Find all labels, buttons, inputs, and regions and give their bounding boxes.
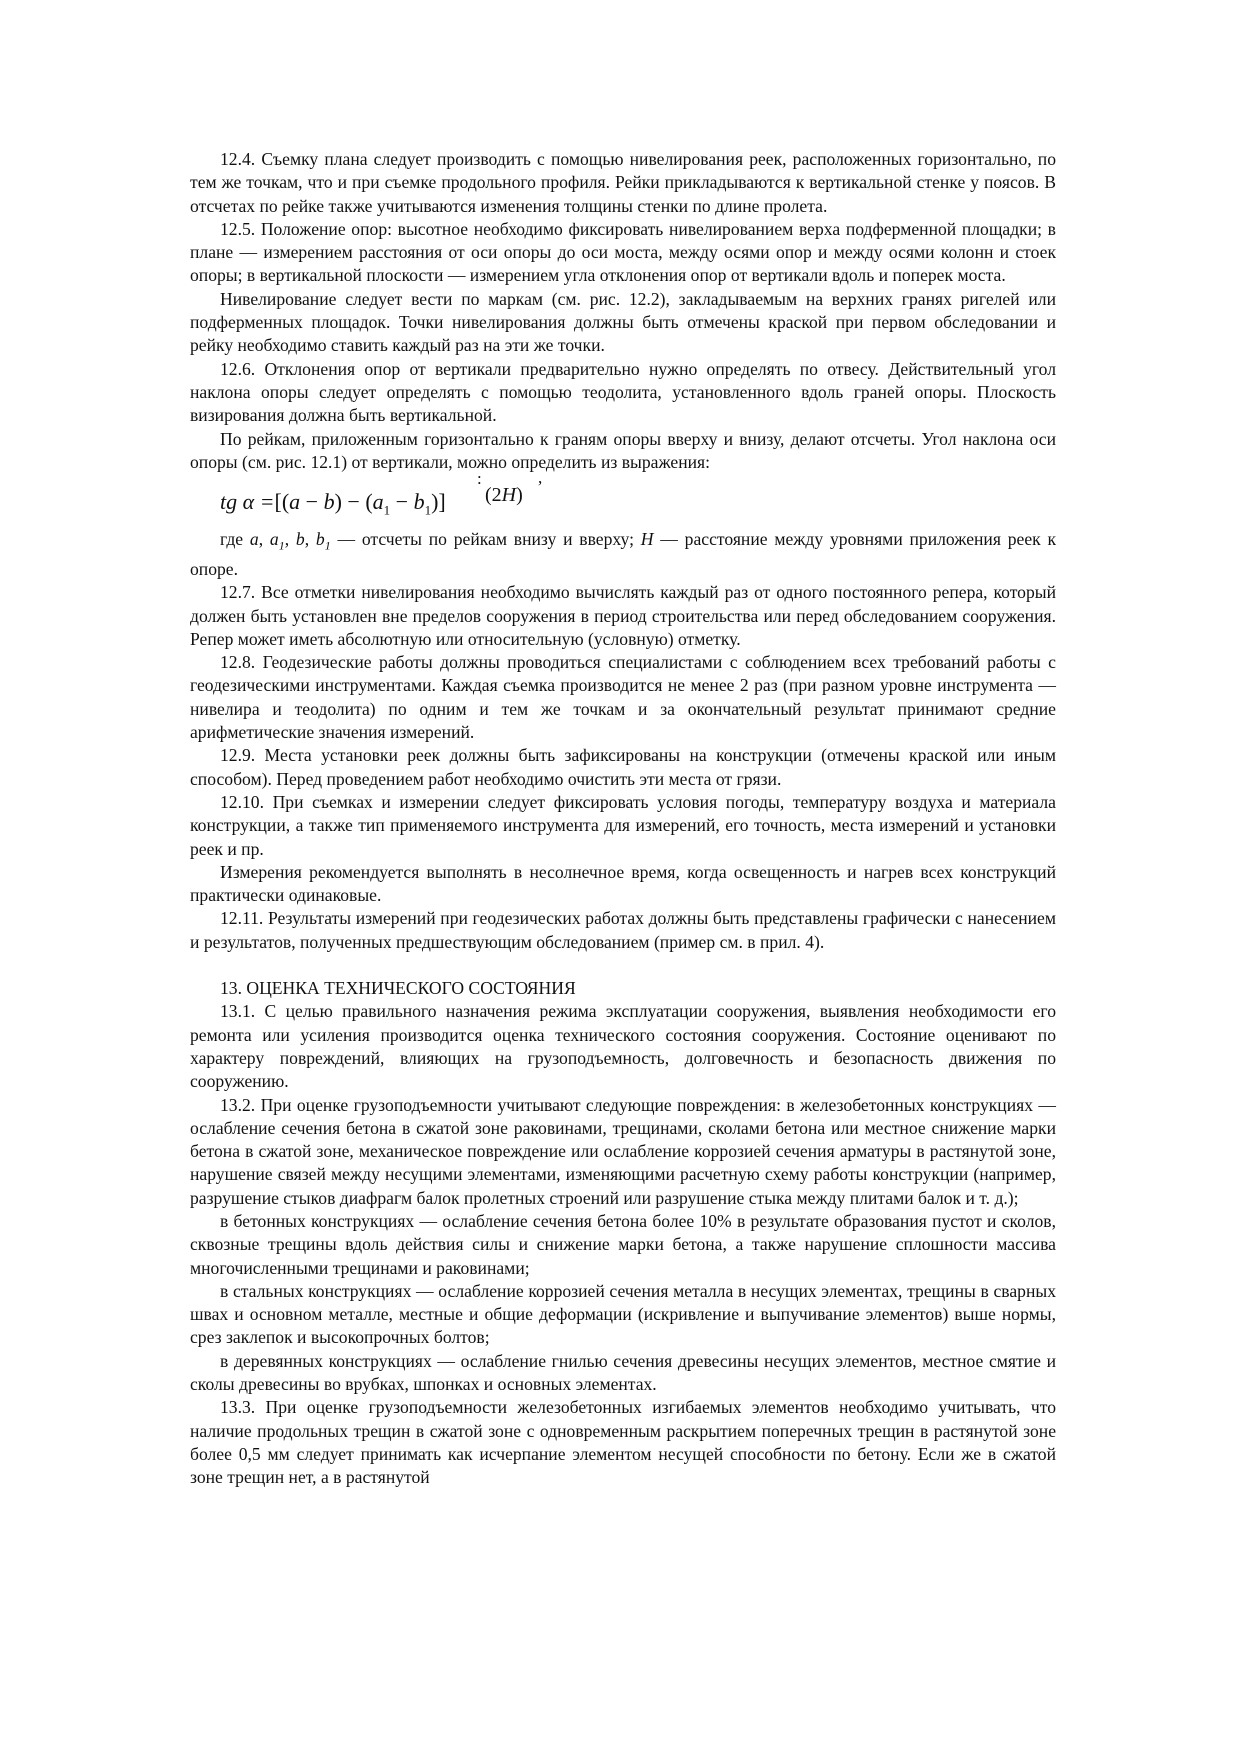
formula-mid: ) − ( xyxy=(334,489,373,515)
paragraph-concrete: в бетонных конструкциях — ослабление сечения бетона более 10% в результате образования пустот и сколов, сквозные трещины вдоль действия силы и снижение марки бетона, а также нарушение сплошности массива многочисленными трещинами и раковинами; xyxy=(190,1210,1056,1278)
paragraph-leveling: Нивелирование следует вести по маркам (см. рис. 12.2), закладываемым на верхних гранях ригелей или подферменных площадок. Точки нивелирования должны быть отмечены краской при первом обследовании и рейку необходимо ставить каждый раз на эти же точки. xyxy=(190,288,1056,356)
formula-minus-1: − xyxy=(300,489,324,515)
formula-b1: b xyxy=(413,489,425,515)
paragraph-12-4: 12.4. Съемку плана следует производить с помощью нивелирования реек, расположенных горизонтально, по тем же точкам, что и при съемке продольного профиля. Рейки прикладываются к вертикальной стенке у поясов. В отсчетах по рейке также учитываются изменения толщины стенки по длине пролета. xyxy=(190,149,1056,216)
paragraph-13-3: 13.3. При оценке грузоподъемности железобетонных изгибаемых элементов необходимо учитывать, что наличие продольных трещин в сжатой зоне с одновременным раскрытием поперечных трещин в растянутой зоне более 0,5 мм следует принимать как исчерпание элементом несущей способности по бетону. Если же в сжатой зоне трещин нет, а в растянутой xyxy=(190,1397,1056,1488)
formula-open: [( xyxy=(274,489,290,515)
where-text-1: — отсчеты по рейкам внизу и вверху; xyxy=(330,529,641,550)
paragraph-13-2: 13.2. При оценке грузоподъемности учитывают следующие повреждения: в железобетонных конструкциях — ослабление сечения бетона в сжатой зоне раковинами, трещинами, сколами бетона или местное снижение марки бетона в сжатой зоне, механическое повреждение или ослабление коррозией сечения арматуры в растянутой зоне, нарушение связей между несущими элементами, изменяющими расчетную схему работы конструкции (например, разрушение стыков диафрагм балок пролетных строений или разрушение стыка между плитами балок и т. д.); xyxy=(190,1094,1056,1208)
formula-minus-2: − xyxy=(390,489,414,515)
formula-a1-sub: 1 xyxy=(383,502,391,518)
formula-colon: : xyxy=(477,469,482,489)
paragraph-tilt-angle: По рейкам, приложенным горизонтально к граням опоры вверху и внизу, делают отсчеты. Угол наклона оси опоры (см. рис. 12.1) от вертикали, можно определить из выражения: xyxy=(190,428,1056,472)
formula-b1-sub: 1 xyxy=(424,502,432,518)
formula-den-two: 2 xyxy=(491,484,502,507)
formula-numerator xyxy=(220,490,446,522)
formula-den-h: H xyxy=(501,484,517,507)
where-a: a xyxy=(249,529,259,550)
paragraph-12-5: 12.5. Положение опор: высотное необходимо фиксировать нивелированием верха подферменной площадки; в плане — измерением расстояния от оси опоры до оси моста, между осями опор и между осями колонн и стоек опоры; в вертикальной плоскости — измерением угла отклонения опор от вертикали вдоль и поперек моста. xyxy=(190,218,1056,286)
paragraph-timber: в деревянных конструкциях — ослабление гнилью сечения древесины несущих элементов, местное смятие и сколы древесины во врубках, шпонках и основных элементах. xyxy=(190,1350,1056,1395)
paragraph-where xyxy=(190,528,1056,581)
tilt-formula xyxy=(190,468,1056,526)
section-heading: 13. ОЦЕНКА ТЕХНИЧЕСКОГО СОСТОЯНИЯ xyxy=(220,978,576,999)
where-text-2: — расстояние между уровнями приложения реек к опоре. xyxy=(190,529,1057,579)
where-h: H xyxy=(640,529,654,550)
paragraph-12-11: 12.11. Результаты измерений при геодезических работах должны быть представлены графически с нанесением и результатов, полученных предшествующим обследованием (пример см. в прил. 4). xyxy=(190,908,1056,952)
where-b: b xyxy=(295,529,305,550)
formula-a: a xyxy=(289,489,301,515)
where-sep-1: , xyxy=(258,529,270,550)
paragraph-steel: в стальных конструкциях — ослабление коррозией сечения металла в несущих элементах, трещины в сварных швах и основном металле, местные и общие деформации (искривление и выпучивание элементов) выше нормы, срез заклепок и высокопрочных болтов; xyxy=(190,1280,1056,1348)
formula-close: )] xyxy=(431,489,446,515)
where-gde: где xyxy=(220,529,250,550)
formula-den-close: ) xyxy=(516,484,523,507)
formula-comma: , xyxy=(538,468,543,488)
paragraph-13-1: 13.1. С целью правильного назначения режима эксплуатации сооружения, выявления необходимости его ремонта или усиления производится оценка технического состояния сооружения. Состояние оценивают по характеру повреждений, влияющих на грузоподъемность, долговечность и безопасность движения по сооружению. xyxy=(190,1001,1056,1092)
formula-denominator xyxy=(485,484,523,507)
where-a1-sub: 1 xyxy=(278,538,285,553)
paragraph-measurements: Измерения рекомендуется выполнять в несолнечное время, когда освещенность и нагрев всех конструкций практически одинаковые. xyxy=(190,861,1056,906)
document-page xyxy=(190,148,1056,1490)
formula-lhs: tg α = xyxy=(220,489,275,515)
paragraph-12-10: 12.10. При съемках и измерении следует фиксировать условия погоды, температуру воздуха и материала конструкции, а также тип применяемого инструмента для измерений, его точность, места измерений и установки реек и пр. xyxy=(190,791,1056,859)
where-sep-3: , xyxy=(304,529,316,550)
where-b1-sub: 1 xyxy=(324,538,331,553)
formula-a1: a xyxy=(372,489,384,515)
formula-den-open: ( xyxy=(485,484,492,507)
paragraph-12-6: 12.6. Отклонения опор от вертикали предварительно нужно определять по отвесу. Действительный угол наклона опоры следует определять с помощью теодолита, установленного вдоль граней опоры. Плоскость визирования должна быть вертикальной. xyxy=(190,358,1056,426)
paragraph-12-7: 12.7. Все отметки нивелирования необходимо вычислять каждый раз от одного постоянного репера, который должен быть установлен вне пределов сооружения в период строительства или перед обследованием сооружения. Репер может иметь абсолютную или относительную (условную) отметку. xyxy=(190,582,1056,649)
where-a1: a xyxy=(269,529,279,550)
paragraph-12-9: 12.9. Места установки реек должны быть зафиксированы на конструкции (отмечены краской или иным способом). Перед проведением работ необходимо очистить эти места от грязи. xyxy=(190,745,1056,789)
where-b1: b xyxy=(315,529,325,550)
paragraph-12-8: 12.8. Геодезические работы должны проводиться специалистами с соблюдением всех требований работы с геодезическими инструментами. Каждая съемка производится не менее 2 раз (при разном уровне инструмента — нивелира и теодолита) по одним и тем же точкам и за окончательный результат принимают средние арифметические значения измерений. xyxy=(190,652,1056,743)
where-sep-2: , xyxy=(284,529,296,550)
formula-b: b xyxy=(323,489,335,515)
